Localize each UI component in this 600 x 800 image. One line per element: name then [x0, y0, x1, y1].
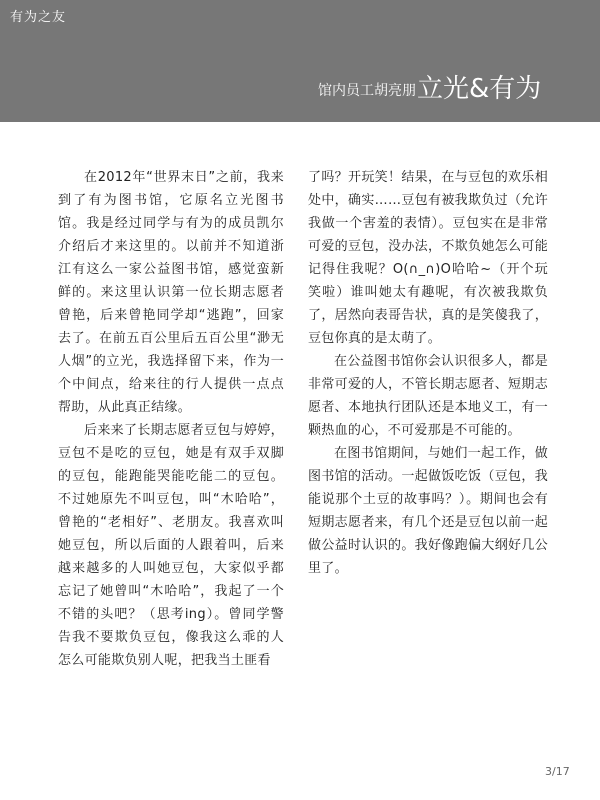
page-number: 3/17 — [545, 765, 570, 778]
paragraph: 在图书馆期间，与她们一起工作，做图书馆的活动。一起做饭吃饭（豆包，我能说那个土豆的故事吗？）。期间也会有短期志愿者来，有几个还是豆包以前一起做公益时认识的。我好像跑偏大纲好几公里了。 — [308, 446, 548, 576]
article-title: 立光&有为 — [417, 74, 542, 104]
paragraph: 在公益图书馆你会认识很多人，都是非常可爱的人，不管长期志愿者、短期志愿者、本地执行团队还是本地义工，有一颗热血的心，不可爱那是不可能的。 — [308, 354, 548, 438]
paragraph: 在2012年“世界末日”之前，我来到了有为图书馆，它原名立光图书馆。我是经过同学与有为的成员凯尔介绍后才来这里的。以前并不知道浙江有这么一家公益图书馆，感觉蛮新鲜的。来这里认识第一位长期志愿者曾艳，后来曾艳同学却“逃跑”，回家去了。在前五百公里后五百公里“渺无人烟”的立光，我选择留下来，作为一个中间点，给来往的行人提供一点点帮助，从此真正结缘。 — [58, 170, 284, 415]
article-column-right — [308, 166, 548, 580]
paragraph: 了吗？开玩笑！结果，在与豆包的欢乐相处中，确实……豆包有被我欺负过（允许我做一个害羞的表情）。豆包实在是非常可爱的豆包，没办法，不欺负她怎么可能记得住我呢？O(∩_∩)O哈哈~（开个玩笑啦）谁叫她太有趣呢，有次被我欺负了，居然向表哥告状，真的是笑傻我了，豆包你真的是太萌了。 — [308, 170, 548, 346]
article-column-left — [58, 166, 284, 672]
paragraph: 后来来了长期志愿者豆包与婷婷，豆包不是吃的豆包，她是有双手双脚的豆包，能跑能哭能吃能二的豆包。不过她原先不叫豆包，叫“木哈哈”，曾艳的“老相好”、老朋友。我喜欢叫她豆包，所以后面的人跟着叫，后来越来越多的人叫她豆包，大家似乎都忘记了她曾叫“木哈哈”，我起了一个不错的头吧？（思考ing）。曾同学警告我不要欺负豆包，像我这么乖的人怎么可能欺负别人呢，把我当土匪看 — [58, 423, 284, 668]
author-byline: 馆内员工胡亮朋 — [318, 83, 416, 99]
header-banner — [0, 0, 600, 122]
section-label: 有为之友 — [10, 10, 67, 25]
